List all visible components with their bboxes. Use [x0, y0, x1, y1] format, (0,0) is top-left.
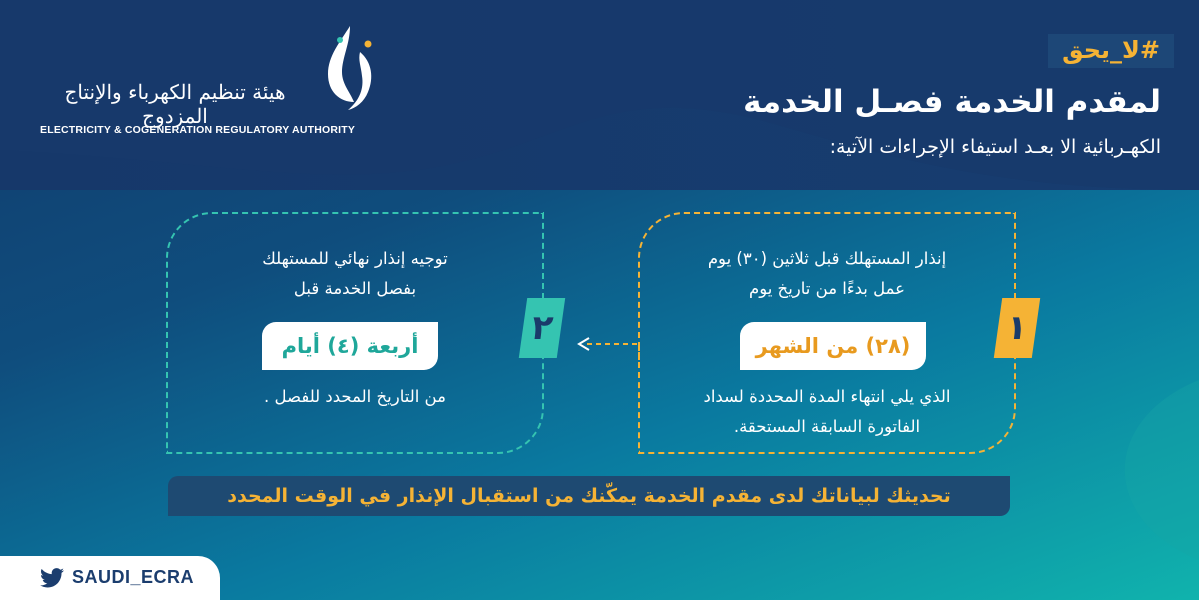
step-2-highlight: أربعة (٤) أيام [262, 322, 438, 370]
logo-english-name: ELECTRICITY & COGENERATION REGULATORY AUTHORITY [40, 124, 356, 136]
step-1-line-4: الفاتورة السابقة المستحقة. [733, 417, 921, 436]
twitter-handle-text[interactable]: SAUDI_ECRA [72, 567, 195, 587]
twitter-bird-icon [40, 567, 64, 589]
step-2-line-2: بفصل الخدمة قبل [293, 279, 417, 298]
step-1-line-3: الذي يلي انتهاء المدة المحددة لسداد [703, 387, 951, 406]
info-banner: تحديثك لبياناتك لدى مقدم الخدمة يمكّنك من استقبال الإنذار في الوقت المحدد [168, 476, 1010, 516]
ecra-logo [40, 22, 380, 142]
step-2-line-3: من التاريخ المحدد للفصل . [264, 387, 446, 406]
step-1-line-1: إنذار المستهلك قبل ثلاثين (٣٠) يوم [707, 249, 947, 268]
logo-arabic-name: هيئة تنظيم الكهرباء والإنتاج المزدوج [64, 80, 286, 128]
page-title: لمقدم الخدمة فصـل الخدمة [743, 84, 1161, 120]
dashed-arrow-icon [575, 330, 645, 360]
step-1-line-2: عمل بدءًا من تاريخ يوم [748, 279, 906, 298]
ecra-emblem-icon [310, 22, 380, 118]
step-1-number: ١ [994, 298, 1040, 358]
twitter-handle-box[interactable] [0, 556, 220, 600]
step-1-highlight: (٢٨) من الشهر [740, 322, 926, 370]
step-2-number: ٢ [519, 298, 565, 358]
page-subtitle: الكهـربائية الا بعـد استيفاء الإجراءات الآتية: [829, 136, 1161, 158]
hashtag-label: #لا_يحق [1048, 34, 1174, 68]
step-2-line-1: توجيه إنذار نهائي للمستهلك [262, 249, 448, 268]
